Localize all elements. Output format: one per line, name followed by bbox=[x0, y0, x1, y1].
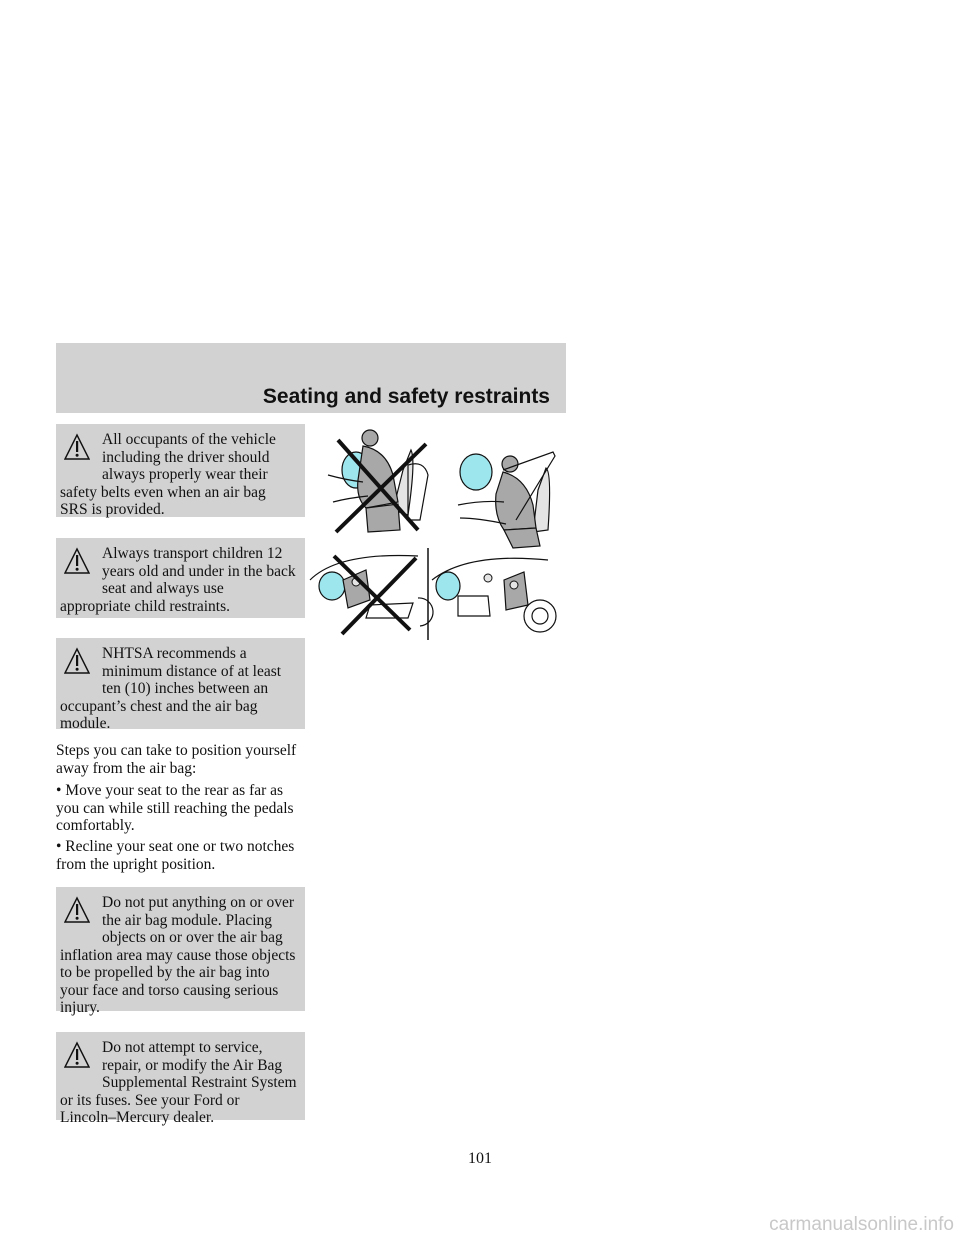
warning-box bbox=[56, 638, 305, 732]
warning-text: NHTSA recommends a minimum distance of at least ten (10) inches between an occupant’s chest and the air bag module. bbox=[60, 645, 282, 732]
section-header bbox=[56, 343, 566, 413]
warning-text: Do not put anything on or over the air bag module. Placing objects on or over the air bag inflation area may cause those objects to be propelled by the air bag into your face and torso causing serious injury. bbox=[60, 894, 296, 1016]
warning-icon bbox=[60, 1041, 98, 1075]
correct-seating-figure bbox=[458, 452, 555, 548]
incorrect-seating-figure bbox=[328, 430, 428, 532]
warning-icon bbox=[60, 433, 98, 467]
step-item: • Recline your seat one or two notches from the upright position. bbox=[56, 838, 295, 873]
airbag-illustration bbox=[308, 420, 558, 645]
warning-box bbox=[56, 424, 305, 517]
correct-child-seat-figure bbox=[432, 558, 556, 632]
watermark: carmanualsonline.info bbox=[769, 1214, 954, 1235]
warning-box bbox=[56, 887, 305, 1016]
warning-icon bbox=[60, 896, 98, 930]
warning-icon bbox=[60, 647, 98, 681]
warning-text: Do not attempt to service, repair, or modify the Air Bag Supplemental Restraint System or its fuses. See your Ford or Lincoln–Mercury dealer. bbox=[60, 1039, 297, 1126]
warning-box bbox=[56, 1032, 305, 1126]
step-item: • Move your seat to the rear as far as you can while still reaching the pedals comfortably. bbox=[56, 782, 294, 834]
warning-box bbox=[56, 538, 305, 618]
steps-intro: Steps you can take to position yourself away from the air bag: bbox=[56, 742, 297, 777]
warning-text: Always transport children 12 years old and under in the back seat and always use appropriate child restraints. bbox=[60, 545, 296, 615]
warning-text: All occupants of the vehicle including the driver should always properly wear their safety belts even when an air bag SRS is provided. bbox=[60, 431, 276, 518]
page-number: 101 bbox=[468, 1150, 492, 1167]
section-title: Seating and safety restraints bbox=[262, 385, 550, 408]
incorrect-child-seat-figure bbox=[310, 556, 433, 635]
warning-icon bbox=[60, 547, 98, 581]
